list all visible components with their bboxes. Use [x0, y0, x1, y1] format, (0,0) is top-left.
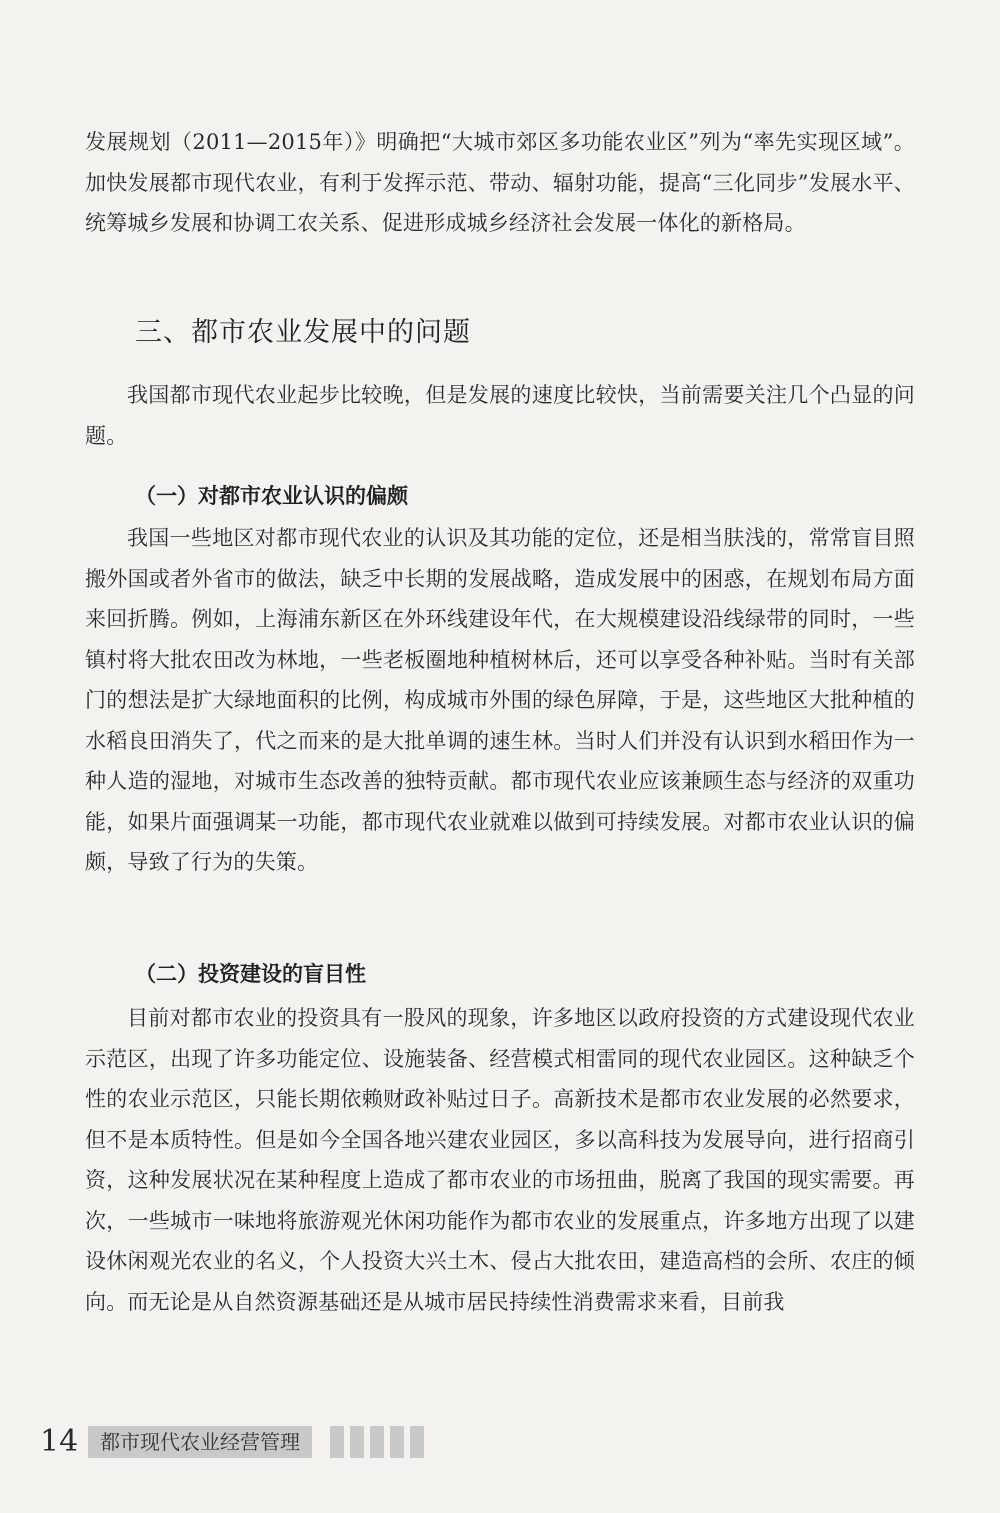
paragraph-blind-investment: 目前对都市农业的投资具有一股风的现象，许多地区以政府投资的方式建设现代农业示范区，出现了许多功能定位、设施装备、经营模式相雷同的现代农业园区。这种缺乏个性的农业示范区，只能长期依赖财政补贴过日子。高新技术是都市农业发展的必然要求，但不是本质特性。但是如今全国各地兴建农业园区，多以高科技为发展导向，进行招商引资，这种发展状况在某种程度上造成了都市农业的市场扭曲，脱离了我国的现实需要。再次，一些城市一味地将旅游观光休闲功能作为都市农业的发展重点，许多地方出现了以建设休闲观光农业的名义，个人投资大兴土木、侵占大批农田，建造高档的会所、农庄的倾向。而无论是从自然资源基础还是从城市居民持续性消费需求来看，目前我: [85, 1006, 915, 1314]
running-title: 都市现代农业经营管理: [88, 1426, 312, 1458]
page-number: 14: [40, 1424, 79, 1459]
subheading-bias: （一）对都市农业认识的偏颇: [135, 483, 408, 508]
paragraph-bias: 我国一些地区对都市现代农业的认识及其功能的定位，还是相当肤浅的，常常盲目照搬外国或者外省市的做法，缺乏中长期的发展战略，造成发展中的困惑，在规划布局方面来回折腾。例如，上海浦东新区在外环线建设年代，在大规模建设沿线绿带的同时，一些镇村将大批农田改为林地，一些老板圈地种植树林后，还可以享受各种补贴。当时有关部门的想法是扩大绿地面积的比例，构成城市外围的绿色屏障，于是，这些地区大批种植的水稻良田消失了，代之而来的是大批单调的速生林。当时人们并没有认识到水稻田作为一种人造的湿地，对城市生态改善的独特贡献。都市现代农业应该兼顾生态与经济的双重功能，如果片面强调某一功能，都市现代农业就难以做到可持续发展。对都市农业认识的偏颇，导致了行为的失策。: [85, 526, 915, 874]
page-footer: [40, 1420, 420, 1464]
footer-bar: [410, 1426, 424, 1458]
footer-bar: [350, 1426, 364, 1458]
subheading-blind-investment: （二）投资建设的盲目性: [135, 961, 366, 986]
section-heading: 三、都市农业发展中的问题: [135, 317, 471, 348]
footer-bar: [370, 1426, 384, 1458]
footer-bar: [390, 1426, 404, 1458]
paragraph-continuation: 发展规划（2011—2015年）》明确把“大城市郊区多功能农业区”列为“率先实现区域”。加快发展都市现代农业，有利于发挥示范、带动、辐射功能，提高“三化同步”发展水平、统筹城乡发展和协调工农关系、促进形成城乡经济社会发展一体化的新格局。: [85, 130, 915, 235]
footer-bar: [330, 1426, 344, 1458]
paragraph-intro: 我国都市现代农业起步比较晚，但是发展的速度比较快，当前需要关注几个凸显的问题。: [85, 383, 915, 448]
footer-decoration: [330, 1426, 424, 1458]
